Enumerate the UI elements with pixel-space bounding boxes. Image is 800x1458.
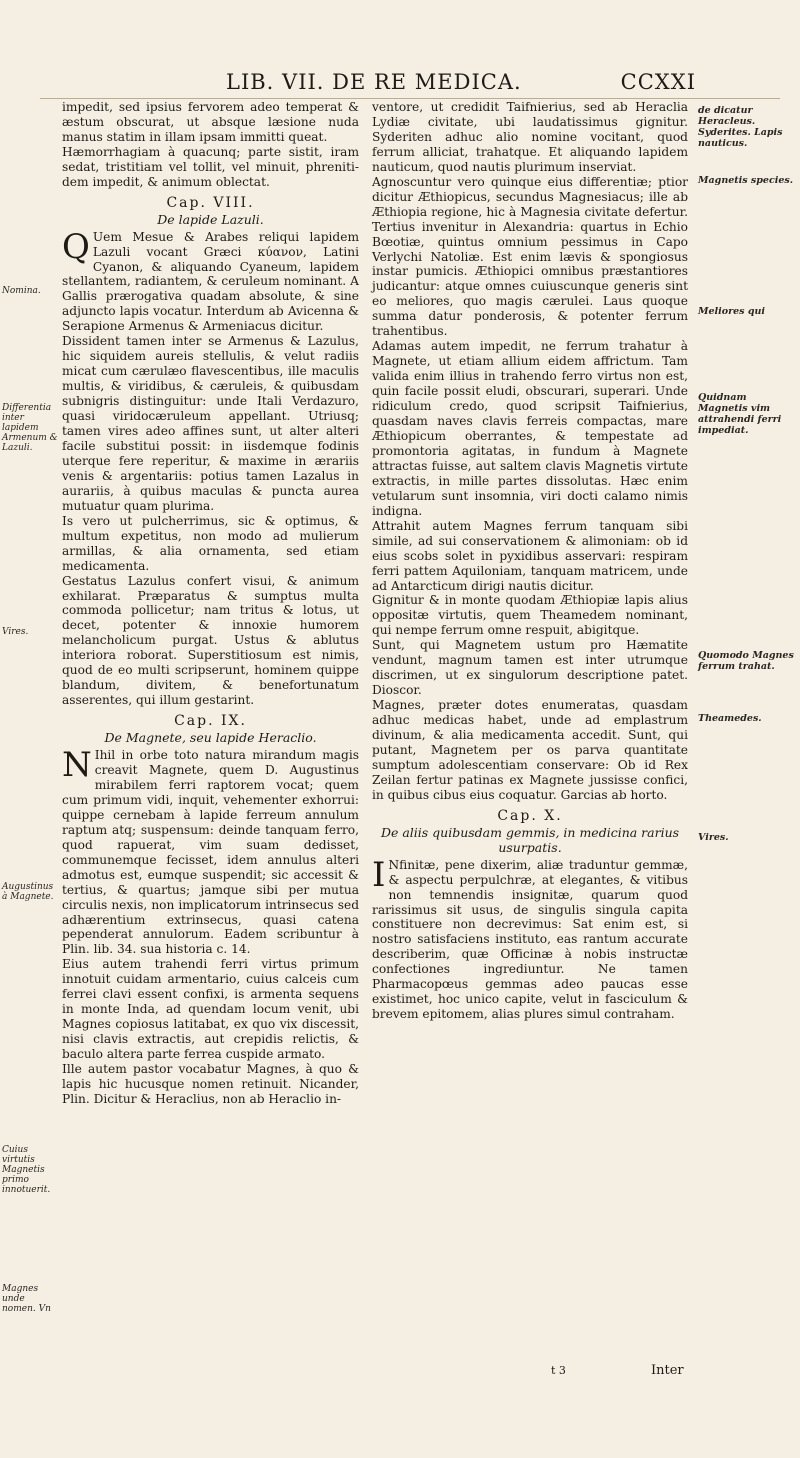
paragraph: Ille autem pastor vocabatur Magnes, à quo & lapis hic hucusque nomen retinuit. Nicander, Plin. Dicitur & Heraclius, non ab Heraclio in- xyxy=(62,1062,359,1106)
marginal-note: Meliores qui xyxy=(698,306,765,317)
chapter-title: De lapide Lazuli. xyxy=(157,211,264,227)
marginal-note: Magnetis species. xyxy=(698,175,794,186)
chapter-heading: Cap. X. xyxy=(497,807,563,824)
paragraph: Attrahit autem Magnes ferrum tanquam sibi simile, ad sui conservationem & alimoniam: ob id eius scobs solet in pyxidibus asservari: respiram ferri pattem Aquiloniam, tanquam matricem, unde ad Antarcticum dirigi nautis dicitur. xyxy=(372,518,688,593)
paragraph: Agnoscuntur vero quinque eius differentiæ; ptior dicitur Æthiopicus, secundus Magnesiacus; ille ab Æthiopia regione, hic à Magnesia civitate defertur. Tertius invenitur in Alexandria: quartus in Echio Bœotiæ, quintus omnium pessimus in Capo Verlychi Natoliæ. Est enim lævis & spongiosus instar pumicis. Æthiopici omnibus præstantiores judicantur: atque omnes cuiuscunque generis sint eo meliores, quo magis cærulei. Laus quoque summa datur ponderosis, & potenter ferrum trahentibus. xyxy=(372,174,688,339)
marginal-note: Cuius virtutis Magnetis primo innotuerit. xyxy=(2,1145,51,1195)
catchword: Inter xyxy=(651,1363,684,1378)
marginal-note: Quomodo Magnes ferrum trahat. xyxy=(698,650,794,672)
marginal-note: Vires. xyxy=(698,832,729,843)
paragraph xyxy=(372,854,688,1022)
chapter-title: De Magnete, seu lapide Heraclio. xyxy=(104,730,317,746)
paragraph xyxy=(62,226,359,335)
chapter-heading: Cap. IX. xyxy=(174,713,247,730)
running-title: LIB. VII. DE RE MEDICA. xyxy=(226,70,522,94)
marginal-note: Magnes unde nomen. Vn xyxy=(2,1284,51,1314)
marginal-note: Theamedes. xyxy=(698,713,762,724)
paragraph: Eius autem trahendi ferri virtus primum innotuit cuidam armentario, cuius calceis cum ferrei clavi essent confixi, is armenta sequens in monte Inda, ad quendam locum venit, ubi Magnes copiosus latitabat, ex quo vix discessit, nisi clavis extractis, aut crepidis relictis, & baculo altera parte ferrea cuspide armato. xyxy=(62,957,359,1062)
chapter-heading: Cap. VIII. xyxy=(166,194,255,211)
marginal-note: Quidnam Magnetis vim attrahendi ferri impediat. xyxy=(698,392,782,436)
paragraph-text: Ihil in orbe toto natura mirandum magis creavit Magnete, quem D. Augustinus mirabilem ferri raptorem vocat; quem cum primum vidi, inquit, vehementer exhorrui: quippe cernebam à lapide ferreum annulum raptum atq; suspensum: deinde tanquam ferro, quod rapuerat, vim suam dedisset, communemque fecisset, idem annulus alteri admotus est, eumque suspendit; sic accessit & tertius, & quartus; jamque sibi per mutua circulis nexis, non implicatorum intrinsecus sed adhærentium extrinsecus, quasi catena pependerat annulorum. Eadem scribuntur à Plin. lib. 34. sua historia c. 14. xyxy=(62,748,359,957)
marginal-note: Augustinus à Magnete. xyxy=(2,882,54,902)
signature-mark: t 3 xyxy=(551,1364,566,1377)
paragraph: ventore, ut credidit Taifnierius, sed ab Heraclia Lydiæ civitate, ubi laudatissimus gignitur. Syderiten adhuc alio nomine vocitant, quod ferrum alliciat, trahatque. Et aliquando lapidem nauticum, quod nautis plurimum inserviat. xyxy=(372,100,688,174)
paragraph: Magnes, præter dotes enumeratas, quasdam adhuc medicas habet, unde ad emplastrum divinum, & alia medicamenta accedit. Sunt, qui putant, Magnetem per os parva quantitate sumptum adolescentiam conservare: Ob id Rex Zeilan fertur patinas ex Magnete jussisse confici, in quibus cibus eius coquatur. Garcias ab horto. xyxy=(372,698,688,802)
chapter-title: De aliis quibusdam gemmis, in medicina rarius usurpatis. xyxy=(380,824,680,855)
marginal-note: Nomina. xyxy=(2,286,41,296)
paragraph: Gestatus Lazulus confert visui, & animum exhilarat. Præparatus & sumptus multa commoda pollicetur; nam tritus & lotus, ut decet, potenter & innoxie humorem melancholicum purgat. Ustus & ablutus interiora roborat. Superstitiosum est nimis, quod de eo multi scripserunt, hominem quippe blandum, divitem, & benefortunatum asserentes, qui illum gestarint. xyxy=(62,573,359,708)
drop-capital: I xyxy=(372,854,386,895)
right-column xyxy=(372,100,688,1022)
paragraph: Gignitur & in monte quodam Æthiopiæ lapis alius oppositæ virtutis, quem Theamedem nominant, qui nempe ferrum omne respuit, abigitque. xyxy=(372,593,688,638)
paragraph xyxy=(62,745,359,957)
paragraph: impedit, sed ipsius fervorem adeo temperat & æstum obscurat, ut absque læsione nuda manus statim in illam ipsam immitti queat. xyxy=(62,100,359,144)
page-number: CCXXI xyxy=(620,70,696,94)
paragraph-text: Uem Mesue & Arabes reliqui lapidem Lazuli vocant Græci κύανον, Latini Cyanon, & aliquando Cyaneum, lapidem stellantem, radiantem, & ceruleum nominant. A Gallis prærogativa quadam absolute, & sine adjuncto lapis vocatur. Interdum ab Avicenna & Serapione Armenus & Armeniacus dicitur. xyxy=(62,229,359,334)
paragraph: Hæmorrhagiam à quacunq; parte sistit, iram sedat, tristitiam vel tollit, vel minuit, phreniti-dem impedit, & animum oblectat. xyxy=(62,144,359,189)
paragraph-text: Nfinitæ, pene dixerim, aliæ traduntur gemmæ, & aspectu perpulchræ, at elegantes, & vitibus non temnendis insignitæ, quarum quod rarissimus sit usus, de singulis singula capita constituere non decrevimus: Sat enim est, si nostro satisfaciens instituto, eas rantum accurate describerim, quæ Officinæ à nobis instructæ confectiones ingrediuntur. Ne tamen Pharmacopœus gemmas adeo paucas esse existimet, hoc unico capite, velut in fasciculum & brevem epitomem, alias plures simul contraham. xyxy=(372,857,688,1022)
drop-capital: Q xyxy=(62,226,90,267)
header-rule xyxy=(40,98,780,99)
paragraph: Is vero ut pulcherrimus, sic & optimus, & multum expetitus, non modo ad mulierum armillas, & alia ornamenta, sed etiam medicamenta. xyxy=(62,513,359,573)
paragraph: Dissident tamen inter se Armenus & Lazulus, hic siquidem aureis stellulis, & velut radiis micat cum cærulæo flavescentibus, ille maculis multis, & viridibus, & cæruleis, & quibusdam subnigris distinguitur: unde Itali Verdazuro, quasi viridocæruleum appellant. Utriusq; tamen vires adeo affines sunt, ut alter alteri facile substitui possit: in iisdemque fodinis uterque fere reperitur, & maxime in ærariis venis & argentariis: potius tamen Lazalus in aurariis, à quibus maculas & puncta aurea mutuatur quam plurima. xyxy=(62,334,359,513)
marginal-note: Differentia inter lapidem Armenum & Lazuli. xyxy=(2,403,58,453)
marginal-note: Vires. xyxy=(2,627,29,637)
paragraph: Adamas autem impedit, ne ferrum trahatur à Magnete, ut etiam allium eidem affrictum. Tam valida enim illius in trahendo ferro virtus non est, quin facile possit eludi, obscurari, superari. Unde ridiculum credo, quod scripsit Taifnierius, quasdam naves clavis ferreis compactas, mare Æthiopicum oberrantes, & tempestate ad promontoria agitatas, in fundum à Magnete attractas fuisse, aut saltem clavis Magnetis virtute extractis, in mille partes dissolutas. Hæc enim vetularum sunt insomnia, viri docti calamo nimis indigna. xyxy=(372,339,688,518)
marginal-note: de dicatur Heracleus. Syderites. Lapis nauticus. xyxy=(698,105,783,149)
paragraph: Sunt, qui Magnetem ustum pro Hæmatite vendunt, magnum tamen est inter utrumque discrimen, ut ex singulorum descriptione patet. Dioscor. xyxy=(372,638,688,698)
left-column xyxy=(62,100,359,1107)
drop-capital: N xyxy=(62,745,92,786)
